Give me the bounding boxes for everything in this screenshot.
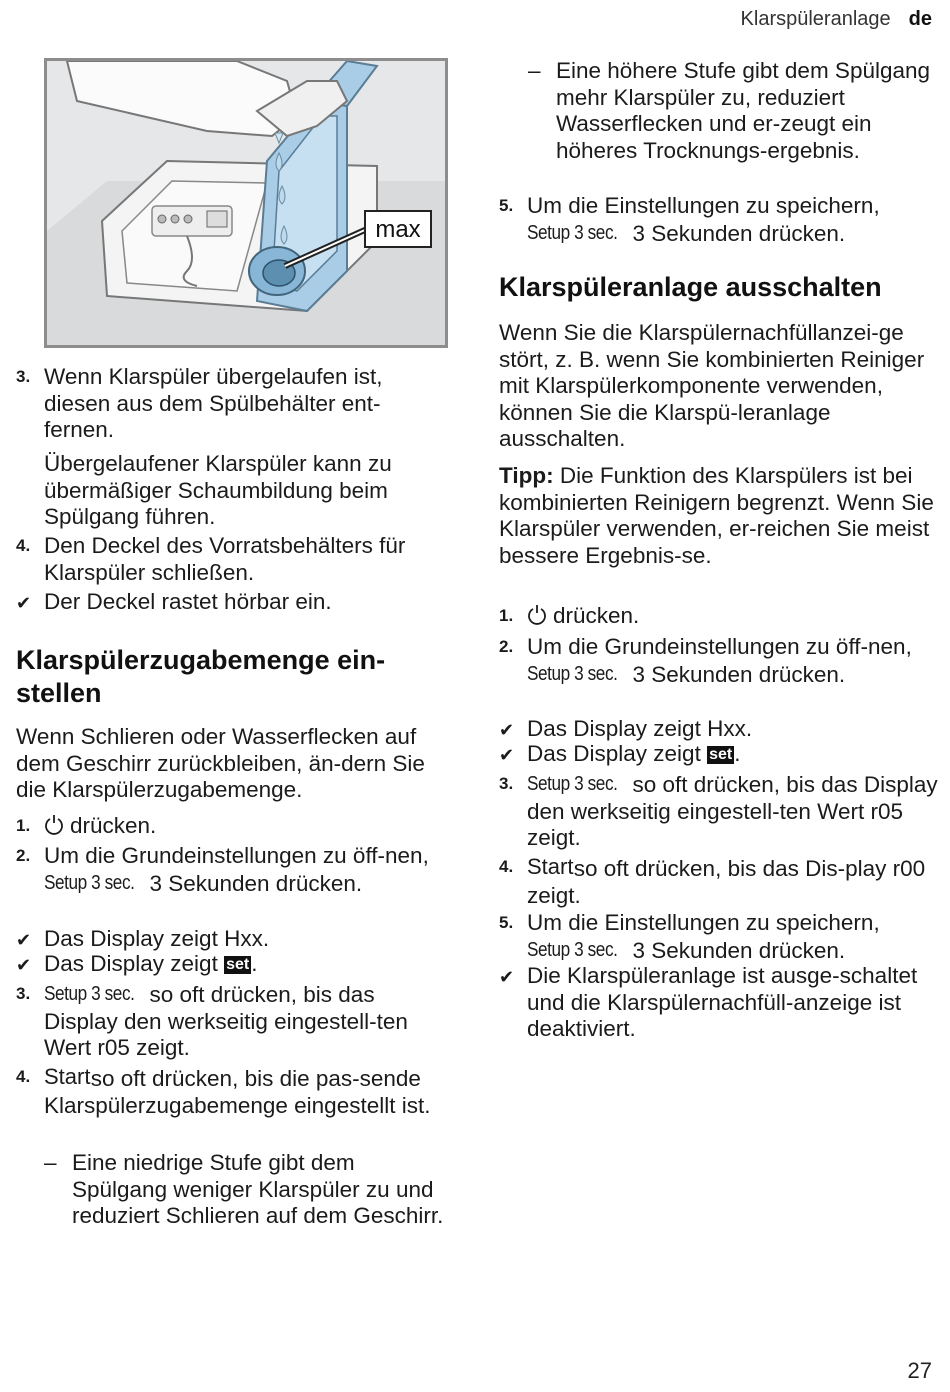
set-display-symbol: set	[226, 956, 250, 973]
setup-key-label: Setup 3 sec.	[527, 221, 618, 244]
setup-key-label: Setup 3 sec.	[527, 938, 618, 961]
step-3-find-value	[499, 771, 939, 852]
step-1-power	[16, 813, 448, 840]
step-text: Den Deckel des Vorratsbehälters für Klarspüler schließen.	[44, 533, 406, 585]
step-text: Um die Einstellungen zu speichern,	[527, 193, 880, 218]
result-text: Das Display zeigt Hxx.	[44, 926, 270, 951]
setup-key-label: Setup 3 sec.	[44, 871, 135, 894]
dash-mark: –	[528, 58, 541, 83]
result-text: Der Deckel rastet hörbar ein.	[44, 589, 332, 614]
result-text: Das Display zeigt Hxx.	[527, 716, 753, 741]
check-icon: ✔	[16, 955, 32, 975]
step-text-post: 3 Sekunden drücken.	[149, 870, 363, 896]
intro-paragraph: Wenn Schlieren oder Wasserflecken auf dem Geschirr zurückbleiben, än-dern Sie die Klarspülerzugabemenge.	[16, 724, 425, 802]
step-4-close-lid	[16, 533, 448, 586]
section-heading-switch-off: Klarspüleranlage ausschalten	[499, 272, 882, 302]
dispenser-drawing	[47, 61, 445, 345]
power-icon	[527, 604, 547, 626]
result-display-hxx	[16, 926, 448, 953]
step-5-save	[499, 910, 939, 964]
step-3-find-value	[16, 981, 448, 1062]
check-icon: ✔	[499, 745, 515, 765]
result-display-hxx	[499, 716, 939, 743]
step-number: 5.	[499, 913, 514, 932]
section-title: Klarspüleranlage	[740, 8, 891, 30]
step-text: so oft drücken, bis das Display den werkseitig eingestell-ten Wert r05 zeigt.	[44, 982, 408, 1060]
step-number: 1.	[499, 606, 514, 625]
low-level-note	[44, 1150, 448, 1230]
switch-off-intro: Wenn Sie die Klarspülernachfüllanzei-ge stört, z. B. wenn Sie kombinierten Reiniger mit Klarspülerkomponente verwenden, können Sie die Klarspü-leranlage ausschalten.	[499, 320, 925, 451]
step-text: so oft drücken, bis die pas-sende Klarspülerzugabemenge eingestellt ist.	[44, 1066, 431, 1118]
step-text: drücken.	[70, 813, 157, 838]
power-icon	[44, 814, 64, 836]
high-level-note	[528, 58, 938, 164]
step-text: Wenn Klarspüler übergelaufen ist, diesen aus dem Spülbehälter ent-fernen.	[44, 364, 383, 442]
step-4-set-r00	[499, 854, 939, 909]
dash-mark: –	[44, 1150, 57, 1175]
step-text: Um die Einstellungen zu speichern,	[527, 910, 880, 935]
result-lid-clicks	[16, 589, 448, 616]
step-number: 4.	[499, 857, 514, 876]
check-icon: ✔	[16, 593, 32, 613]
result-text: Die Klarspüleranlage ist ausge-schaltet und die Klarspülernachfüll-anzeige ist deaktiviert.	[527, 963, 918, 1041]
check-icon: ✔	[499, 720, 515, 740]
section-heading-set-amount: Klarspülerzugabemenge ein-stellen	[16, 645, 386, 708]
step-number: 3.	[499, 774, 514, 793]
step-4-set-amount	[16, 1064, 448, 1119]
step-2-open-settings	[499, 634, 939, 688]
rinse-aid-dispenser-illustration	[44, 58, 448, 348]
step-text: so oft drücken, bis das Display den werkseitig eingestell-ten Wert r05 zeigt.	[527, 772, 938, 850]
step-text: drücken.	[553, 603, 640, 628]
start-key-label: Start	[44, 1064, 91, 1089]
note-text: Eine höhere Stufe gibt dem Spülgang mehr Klarspüler zu, reduziert Wasserflecken und er-zeugt ein höheres Trocknungs-ergebnis.	[556, 58, 931, 163]
max-label: max	[375, 216, 421, 243]
overflow-note: Übergelaufener Klarspüler kann zu übermäßiger Schaumbildung beim Spülgang führen.	[44, 451, 392, 529]
step-number: 3.	[16, 984, 31, 1003]
note-text: Eine niedrige Stufe gibt dem Spülgang weniger Klarspüler zu und reduziert Schlieren auf dem Geschirr.	[72, 1150, 444, 1228]
step-text-post: 3 Sekunden drücken.	[632, 661, 846, 687]
step-text: Um die Grundeinstellungen zu öff-nen,	[44, 843, 429, 868]
step-2-open-settings	[16, 843, 448, 897]
step-number: 4.	[16, 1067, 31, 1086]
step-number: 5.	[499, 196, 514, 215]
setup-key-label: Setup 3 sec.	[44, 983, 135, 1005]
step-number: 4.	[16, 536, 31, 555]
tip-text: Die Funktion des Klarspülers ist bei kombinierten Reinigern begrenzt. Wenn Sie Klarspüler verwenden, er-reichen Sie meist bessere Ergebnis-se.	[499, 463, 934, 568]
check-icon: ✔	[499, 967, 515, 987]
start-key-label: Start	[527, 854, 574, 879]
step-number: 3.	[16, 367, 31, 386]
result-switched-off	[499, 963, 939, 1043]
step-text-post: 3 Sekunden drücken.	[632, 937, 846, 963]
step-text-post: 3 Sekunden drücken.	[632, 220, 846, 246]
result-display-set: ✔ Das Display zeigt set.	[499, 741, 939, 768]
step-number: 2.	[16, 846, 31, 865]
running-header	[741, 8, 932, 31]
language-code: de	[908, 8, 932, 30]
setup-key-label: Setup 3 sec.	[527, 773, 618, 795]
step-number: 2.	[499, 637, 514, 656]
set-display-symbol: set	[709, 746, 733, 763]
setup-key-label: Setup 3 sec.	[527, 662, 618, 685]
step-text: so oft drücken, bis das Dis-play r00 zeigt.	[527, 856, 926, 908]
result-text: Das Display zeigt	[527, 741, 701, 766]
step-1-power	[499, 603, 939, 630]
result-display-set: ✔ Das Display zeigt set.	[16, 951, 448, 978]
result-text: Das Display zeigt	[44, 951, 218, 976]
page-number: 27	[907, 1358, 932, 1383]
step-3-remove-overflow	[16, 364, 448, 444]
tip-paragraph	[499, 463, 937, 569]
check-icon: ✔	[16, 930, 32, 950]
step-number: 1.	[16, 816, 31, 835]
step-text: Um die Grundeinstellungen zu öff-nen,	[527, 634, 912, 659]
tip-label: Tipp:	[499, 463, 554, 488]
step-5-save	[499, 193, 939, 247]
